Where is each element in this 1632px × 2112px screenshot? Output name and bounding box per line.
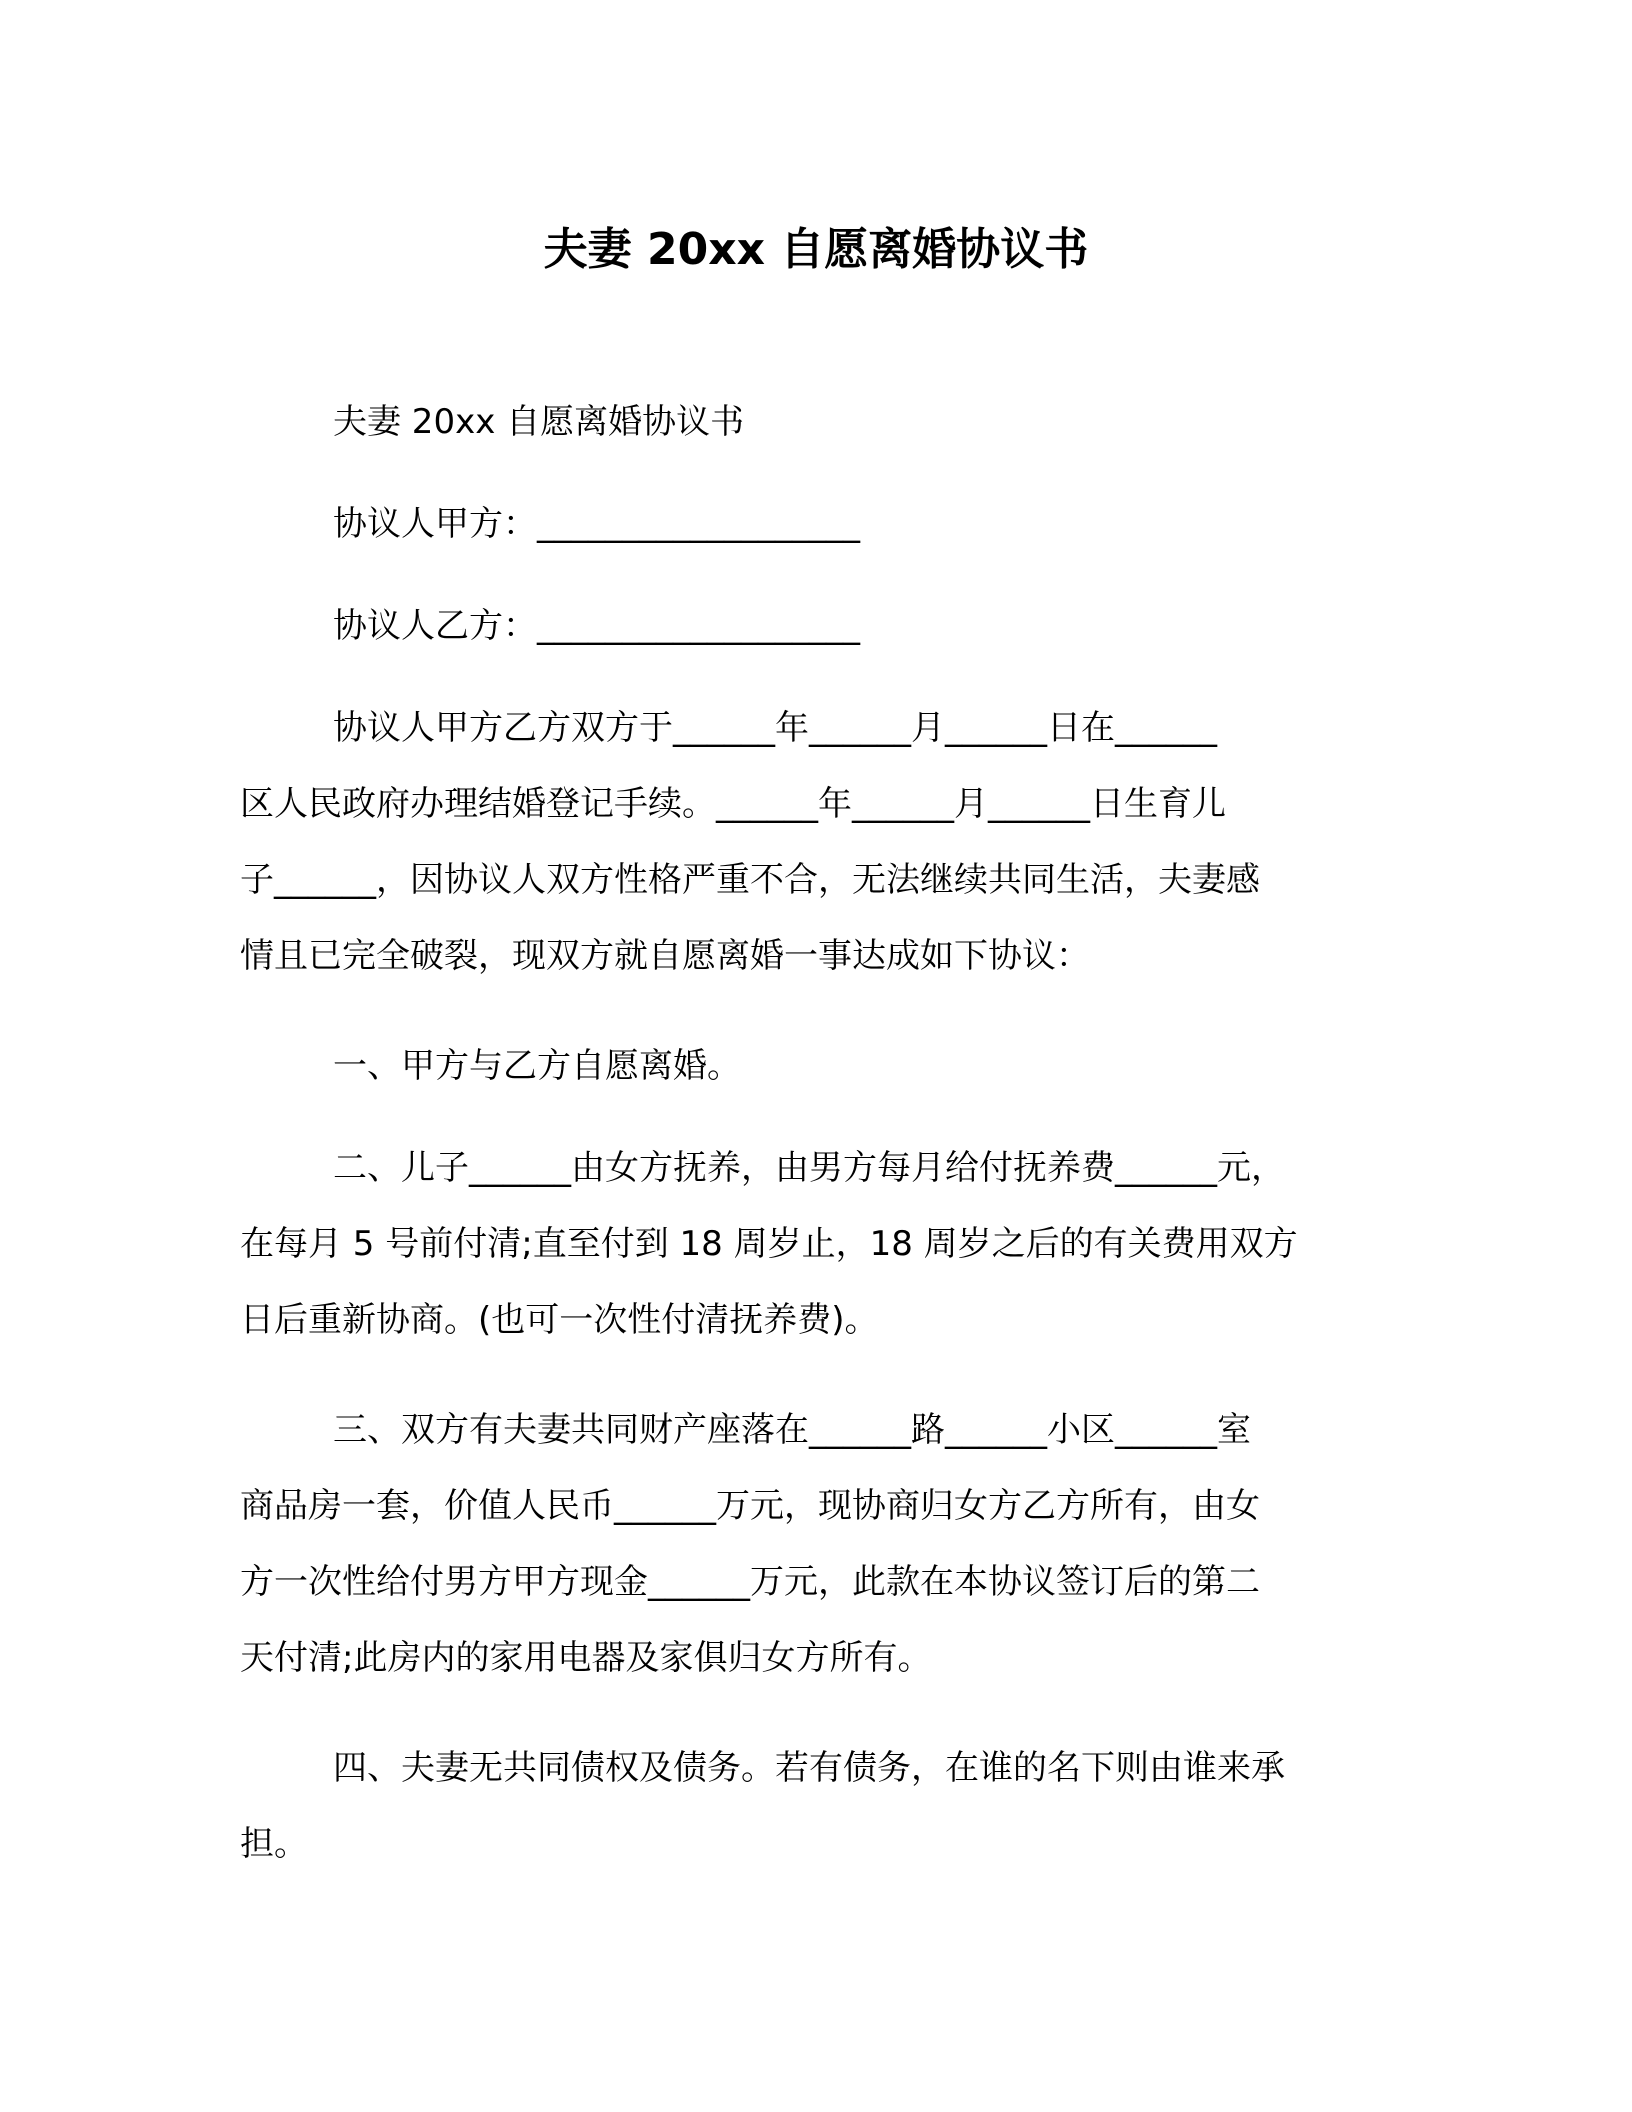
paragraph-line: 二、儿子______由女方抚养，由男方每月给付抚养费______元， (333, 1148, 1285, 1188)
paragraph-line: 情且已完全破裂，现双方就自愿离婚一事达成如下协议： (240, 936, 1090, 976)
paragraph-line: 四、夫妻无共同债权及债务。若有债务，在谁的名下则由谁来承 (333, 1748, 1285, 1788)
paragraph-line: 三、双方有夫妻共同财产座落在______路______小区______室 (333, 1410, 1251, 1450)
paragraph-line: 天付清;此房内的家用电器及家俱归女方所有。 (240, 1638, 932, 1678)
paragraph-line: 子______，因协议人双方性格严重不合，无法继续共同生活，夫妻感 (240, 860, 1260, 900)
paragraph-line: 区人民政府办理结婚登记手续。______年______月______日生育儿 (240, 784, 1226, 824)
paragraph-line: 协议人甲方乙方双方于______年______月______日在______ (333, 708, 1217, 748)
paragraph-line: 担。 (240, 1824, 308, 1864)
paragraph-line: 在每月 5 号前付清;直至付到 18 周岁止，18 周岁之后的有关费用双方 (240, 1224, 1298, 1264)
party-b-line: 协议人乙方：___________________ (333, 606, 860, 646)
paragraph-line: 一、甲方与乙方自愿离婚。 (333, 1046, 741, 1086)
paragraph-line: 商品房一套，价值人民币______万元，现协商归女方乙方所有，由女 (240, 1486, 1260, 1526)
party-a-line: 协议人甲方：___________________ (333, 504, 860, 544)
document-title: 夫妻 20xx 自愿离婚协议书 (543, 224, 1089, 275)
document-subtitle: 夫妻 20xx 自愿离婚协议书 (333, 402, 745, 442)
paragraph-line: 日后重新协商。(也可一次性付清抚养费)。 (240, 1300, 879, 1340)
paragraph-line: 方一次性给付男方甲方现金______万元，此款在本协议签订后的第二 (240, 1562, 1260, 1602)
